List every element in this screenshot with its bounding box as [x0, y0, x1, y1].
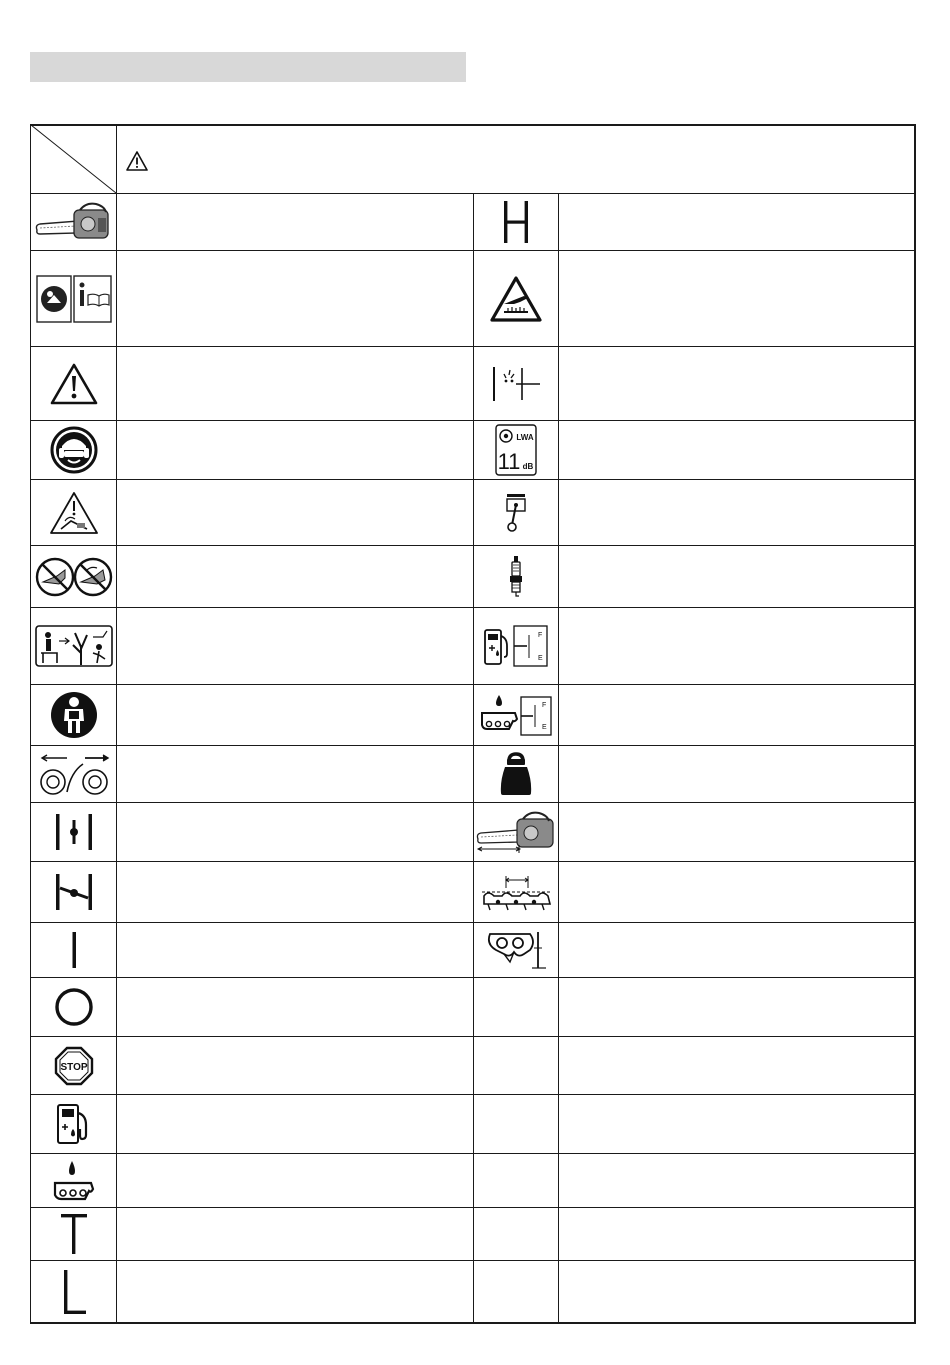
- db-label: dB: [522, 462, 534, 471]
- sound-power-level-icon: [474, 421, 558, 479]
- fuel-tank-capacity-icon: [474, 608, 558, 684]
- kickback-warning-icon: [31, 480, 116, 545]
- keep-distance-icon: [31, 608, 116, 684]
- spark-plug-icon: [474, 546, 558, 607]
- row-1-right-text: [568, 194, 908, 250]
- oil-full-label: F: [542, 702, 547, 709]
- lwa-label: LWA: [516, 433, 534, 442]
- stop-sign-text: STOP: [59, 1061, 88, 1073]
- warning-triangle-icon: [126, 151, 148, 171]
- sound-value-label: 11: [497, 449, 521, 474]
- header-diagonal: [30, 124, 117, 194]
- chain-direction-icon: [31, 746, 116, 802]
- head-eye-ear-protection-icon: [31, 421, 116, 479]
- letter-l-icon: [31, 1261, 116, 1322]
- chain-oil-adjust-icon: [474, 347, 558, 420]
- fuel-pump-icon: [31, 1095, 116, 1153]
- weight-icon: [474, 746, 558, 802]
- piston-icon: [474, 480, 558, 545]
- choke-half-icon: [31, 803, 116, 861]
- section-title-bar: [30, 52, 466, 82]
- hot-surface-icon: [474, 251, 558, 346]
- switch-on-icon: [31, 923, 116, 977]
- warning-icon: [31, 347, 116, 420]
- choke-closed-icon: [31, 862, 116, 922]
- chain-oil-icon: [31, 1154, 116, 1207]
- no-one-hand-operation-icon: [31, 546, 116, 607]
- chain-gauge-icon: [474, 923, 558, 977]
- row-1-left-text: [126, 194, 466, 250]
- stop-icon: [31, 1037, 116, 1094]
- chain-pitch-icon: [474, 862, 558, 922]
- fuel-empty-label: E: [538, 655, 543, 662]
- switch-off-icon: [31, 978, 116, 1036]
- chainsaw-icon: [31, 194, 116, 250]
- protective-clothing-icon: [31, 685, 116, 745]
- oil-empty-label: E: [542, 724, 547, 731]
- fuel-full-label: F: [538, 632, 543, 639]
- letter-h-icon: [474, 194, 558, 250]
- letter-t-icon: [31, 1208, 116, 1260]
- read-manual-icon: [31, 251, 116, 346]
- bar-length-icon: [474, 803, 558, 861]
- oil-tank-capacity-icon: [474, 685, 558, 745]
- header-text: [160, 150, 900, 174]
